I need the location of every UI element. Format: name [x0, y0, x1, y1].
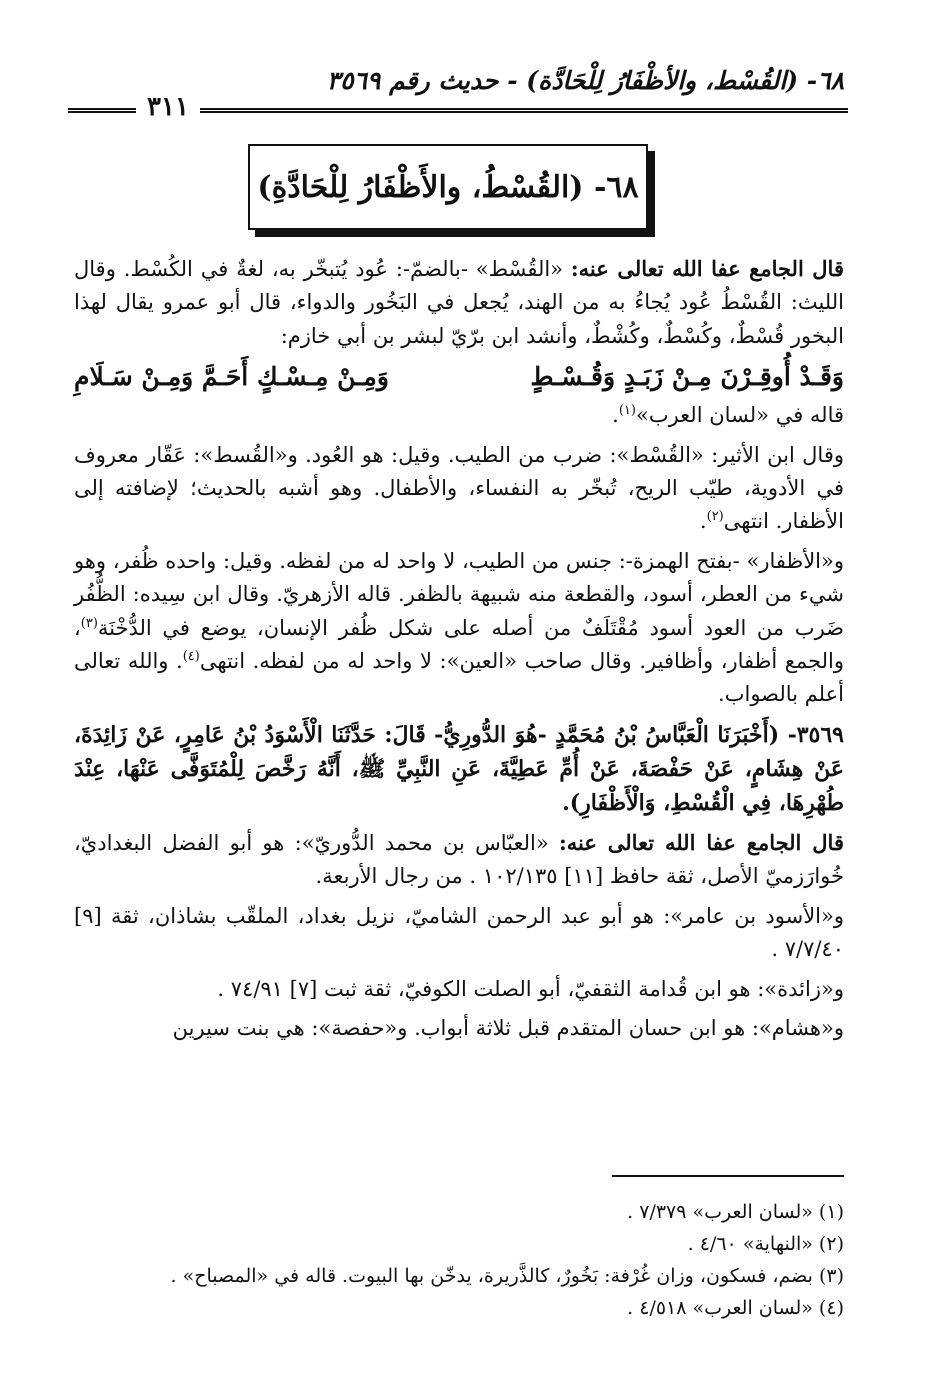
paragraph-ibn-athir: وقال ابن الأثير: «القُسْط»: ضرب من الطيب. وقيل: هو العُود. و«القُسط»: عَقّار معروف في الأدوية، طيّب الريح، تُبخّر به النفساء، والأطفال. وهو أشبه بالحديث؛ لإضافته إلى الأظفار. انتهى$^{(٢)}$.: [74, 442, 844, 534]
chapter-title-box: [248, 144, 648, 230]
chapter-title: ٦٨- (القُسْطُ، والأَظْفَارُ لِلْحَادَّةِ): [257, 169, 639, 205]
paragraph-text: و«الأظفار» -بفتح الهمزة-: جنس من الطيب، لا واحد له من لفظه. وقيل: واحده ظُفر، وهو شيء من العطر، أسود، والقطعة منه شبيهة بالظفر. قاله الأزهريّ. وقال ابن سِيده: الظُّفُر ضَرب من العود أسود مُقْتَلَفٌ من أصله على شكل ظُفر الإنسان، يوضع في الدُّخْنَة: [74, 548, 844, 640]
author-lead: قال الجامع عفا الله تعالى عنه:: [570, 256, 844, 281]
main-text: [74, 252, 844, 1051]
paragraph-text: «العبّاس بن محمد الدُّوريّ»: هو أبو الفضل البغداديّ، خُوارَزميّ الأصل، ثقة حافظ [١١] ١٠٢/١٣٥ . من رجال الأربعة.: [74, 830, 844, 889]
footnote-1: (١) «لسان العرب» ٧/٣٧٩ .: [627, 1201, 844, 1223]
paragraph-azfar: [74, 545, 844, 712]
footnote-rule: [612, 1175, 844, 1177]
citation-text: قاله في «لسان العرب»: [635, 403, 844, 428]
poetry-verse: [74, 359, 844, 395]
footnote-ref-3[interactable]: (٣): [80, 615, 98, 631]
author-lead: قال الجامع عفا الله تعالى عنه:: [559, 829, 844, 855]
footnote-ref-1[interactable]: (١): [618, 403, 636, 419]
paragraph-citation: قاله في «لسان العرب»$^{(١)}$.: [612, 403, 844, 428]
hadith-text: ٣٥٦٩- (أَخْبَرَنَا الْعَبَّاسُ بْنُ مُحَمَّدٍ -هُوَ الدُّورِيُّ- قَالَ: حَدَّثَنَا الْأَسْوَدُ بْنُ عَامِرٍ، عَنْ زَائِدَةَ، عَنْ هِشَامٍ، عَنْ حَفْصَةَ، عَنْ أُمِّ عَطِيَّةَ، عَنِ النَّبِيِّ ﷺ، أَنَّهُ رَخَّصَ لِلْمُتَوَفَّى عَنْهَا، عِنْدَ طُهْرِهَا، فِي الْقُسْطِ، وَالْأَظْفَارِ).: [74, 721, 844, 816]
verse-first-hemistich: وَقَـدْ أُوقِـرْنَ مِـنْ زَبَـدٍ وَقُـسْـطٍ: [530, 362, 844, 392]
paragraph-narrator-aswad: و«الأسود بن عامر»: هو أبو عبد الرحمن الشاميّ، نزيل بغداد، الملقّب بشاذان، ثقة [٩] ٧/٧/٤٠ .: [74, 903, 844, 962]
paragraph-narrator-abbas: [74, 826, 844, 894]
paragraph-narrator-zaida: و«زائدة»: هو ابن قُدامة الثقفيّ، أبو الصلت الكوفيّ، ثقة ثبت [٧] ٧٤/٩١ .: [217, 976, 844, 1001]
paragraph-intro: [74, 252, 844, 353]
page-number: ٣١١: [147, 92, 189, 122]
footnote-3: (٣) بضم، فسكون، وزان غُرْفة: بَخُورٌ، كالذَّريرة، يدخّن بها البيوت. قاله في «المصباح» .: [170, 1265, 844, 1287]
header-rule-short: [68, 108, 136, 113]
footnote-4: (٤) «لسان العرب» ٤/٥١٨ .: [627, 1297, 844, 1319]
paragraph-narrator-hisham: و«هشام»: هو ابن حسان المتقدم قبل ثلاثة أبواب. و«حفصة»: هي بنت سيرين: [172, 1015, 844, 1040]
footnote-ref-2[interactable]: (٢): [706, 509, 724, 525]
footnote-ref-4[interactable]: (٤): [182, 649, 200, 665]
paragraph-text: . والله تعالى أعلم بالصواب.: [74, 649, 844, 707]
verse-second-hemistich: وَمِـنْ مِـسْـكٍ أَحَـمَّ وَمِـنْ سَـلَامِ: [74, 362, 389, 392]
footnotes: [74, 1196, 844, 1324]
paragraph-text: وقال ابن الأثير: «القُسْط»: ضرب من الطيب. وقيل: هو العُود. و«القُسط»: عَقّار معروف في الأدوية، طيّب الريح، تُبخّر به النفساء، والأطفال. وهو أشبه بالحديث؛ لإضافته إلى الأظفار. انتهى: [74, 442, 844, 534]
header-rule: [200, 108, 848, 113]
paragraph-text: ، والجمع أظفار، وأظافير. وقال صاحب «العين»: لا واحد له من لفظه. انتهى: [74, 615, 845, 674]
footnote-2: (٢) «النهاية» ٤/٦٠ .: [687, 1233, 844, 1255]
paragraph-text: «القُسْط» -بالضمّ-: عُود يُتبخّر به، لغةٌ في الكُسْط. وقال الليث: القُسْطُ عُود يُجاءُ به من الهند، يُجعل في البَخُور والدواء، قال أبو عمرو يقال لهذا البخور قُسْطٌ، وكُسْطٌ، وكُشْطٌ، وأنشد ابن برّيّ لبشر بن أبي خازم:: [74, 257, 844, 348]
running-head: ٦٨- (القُسْط، والأظْفَارُ لِلْحَادَّة) - حديث رقم ٣٥٦٩: [326, 66, 844, 95]
